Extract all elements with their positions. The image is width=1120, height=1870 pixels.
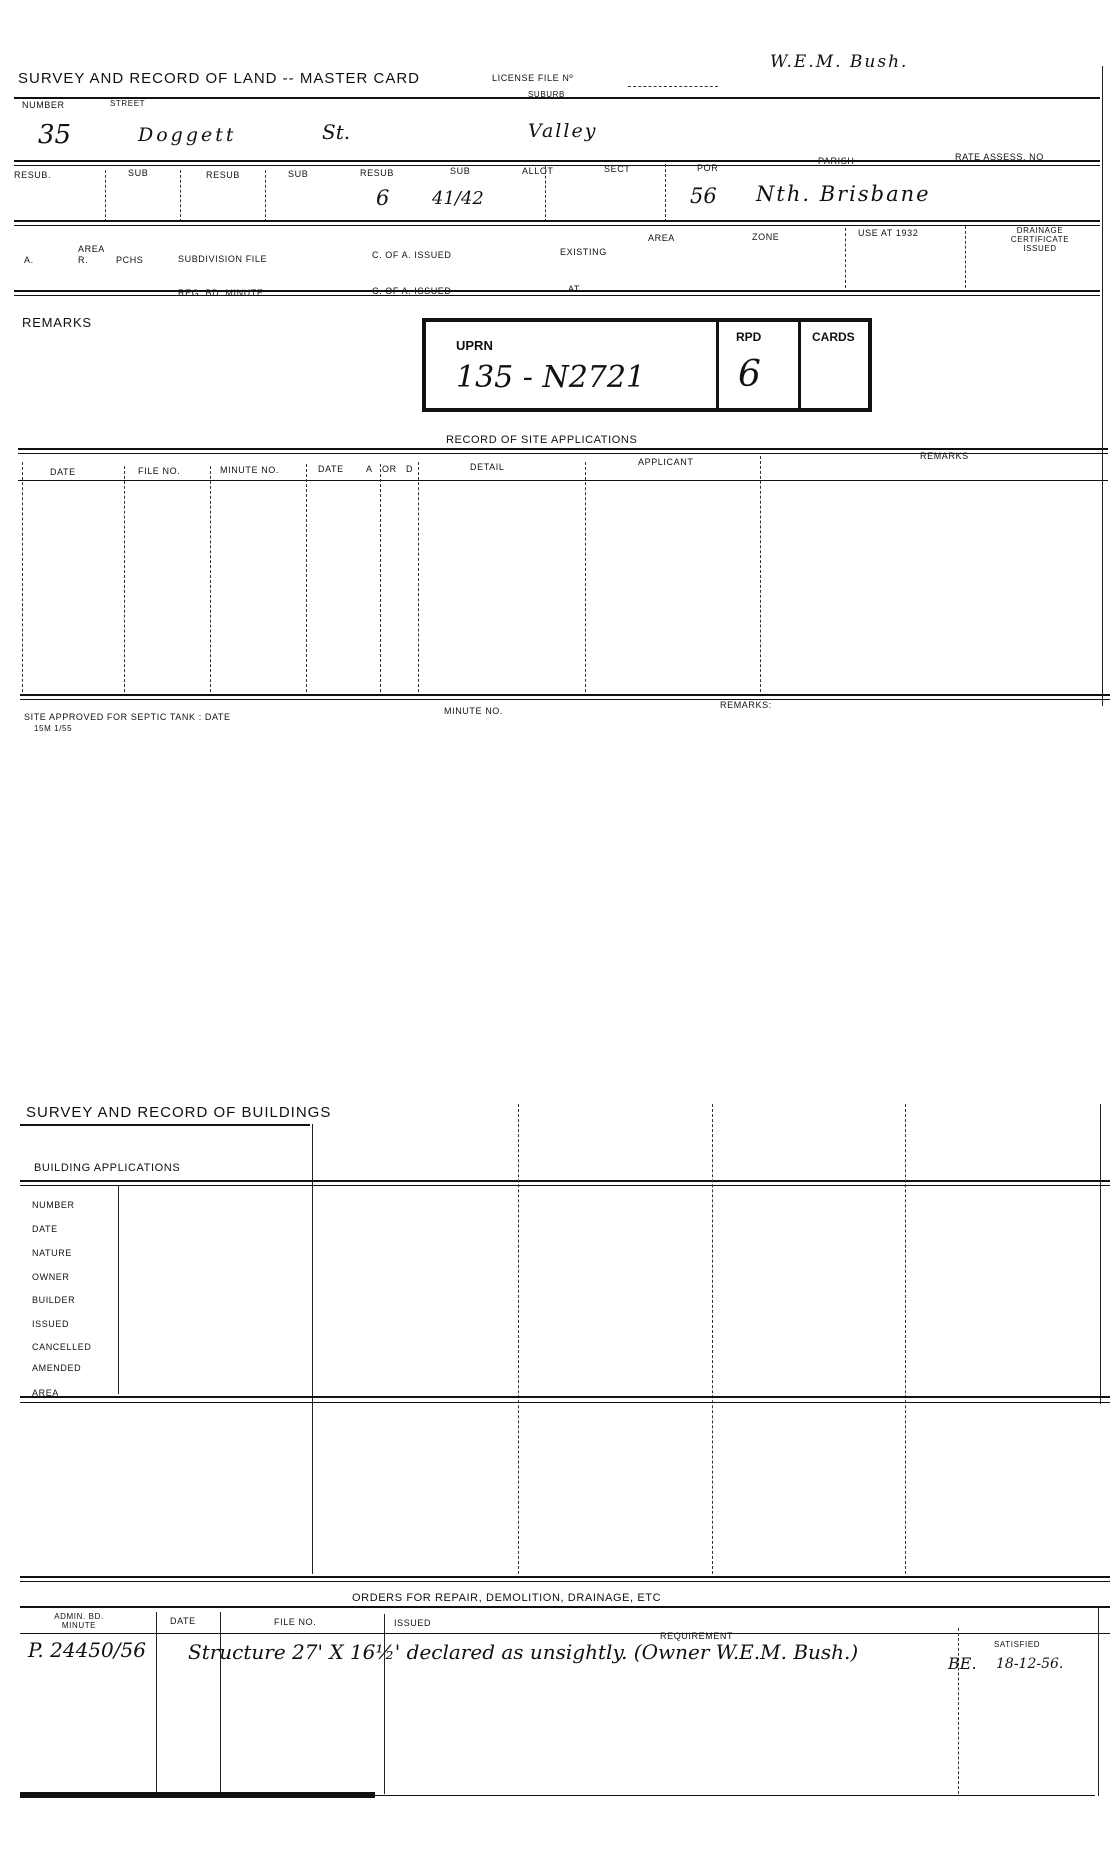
orders-title: ORDERS FOR REPAIR, DEMOLITION, DRAINAGE, ETC <box>352 1592 662 1604</box>
street-label: STREET <box>110 99 146 108</box>
orders-file-label: FILE NO. <box>274 1617 317 1627</box>
owner-handwritten-note: W.E.M. Bush. <box>770 52 909 72</box>
orders-date-label: DATE <box>170 1616 196 1626</box>
order-minute-value: P. 24450/56 <box>28 1638 146 1662</box>
order-initials-value: BE. <box>948 1654 977 1673</box>
buildings-card-title: SURVEY AND RECORD OF BUILDINGS <box>26 1104 332 1121</box>
allot-value: 41/42 <box>432 188 484 209</box>
orders-satisfied-label: SATISFIED <box>994 1640 1041 1649</box>
uprn-stamp <box>422 318 872 412</box>
land-card-title: SURVEY AND RECORD OF LAND -- MASTER CARD <box>18 70 420 87</box>
orders-admin-label: ADMIN. BD. MINUTE <box>54 1612 104 1630</box>
bottom-border-bar <box>20 1792 375 1798</box>
rpd-value: 6 <box>738 354 761 395</box>
site-applications-title: RECORD OF SITE APPLICATIONS <box>446 434 638 446</box>
street-value: Doggett <box>138 124 237 146</box>
cards-label: CARDS <box>812 330 855 344</box>
orders-issued-label: ISSUED <box>394 1618 432 1628</box>
number-value: 35 <box>38 120 72 150</box>
septic-label: SITE APPROVED FOR SEPTIC TANK : DATE <box>24 712 231 722</box>
street-type-value: St. <box>322 120 351 144</box>
order-satisfied-value: 18-12-56. <box>996 1656 1064 1672</box>
remarks-label: REMARKS <box>22 315 92 330</box>
number-label: NUMBER <box>22 100 65 110</box>
minute-no-label: MINUTE NO. <box>444 706 503 716</box>
order-requirement-value: Structure 27' X 16½' declared as unsightly. (Owner W.E.M. Bush.) <box>188 1640 859 1664</box>
por-value: 56 <box>690 184 717 208</box>
suburb-label: SUBURB <box>528 90 565 99</box>
license-file-label: LICENSE FILE Nº <box>492 73 574 83</box>
remarks2-label: REMARKS: <box>720 700 772 710</box>
parish-value: Nth. Brisbane <box>756 182 931 206</box>
building-applications-label: BUILDING APPLICATIONS <box>34 1162 181 1174</box>
resub-value: 6 <box>376 186 390 210</box>
rpd-label: RPD <box>736 330 762 344</box>
suburb-value: Valley <box>528 120 598 142</box>
uprn-value: 135 - N2721 <box>456 360 646 395</box>
form-code: 15M 1/55 <box>34 724 73 733</box>
orders-requirement-label: REQUIREMENT <box>660 1631 734 1641</box>
uprn-label: UPRN <box>456 338 493 353</box>
